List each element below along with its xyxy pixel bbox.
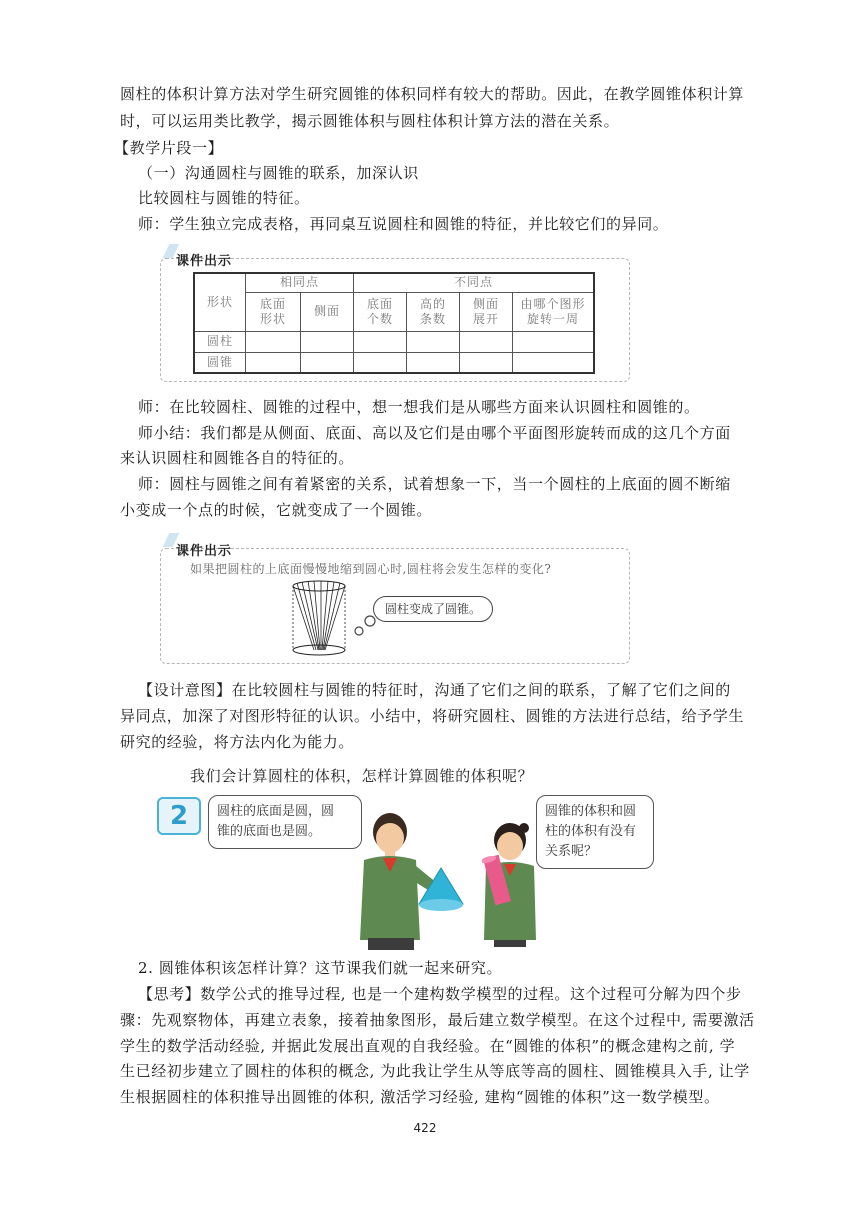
table-row-label: 圆锥	[194, 352, 246, 373]
table-cell	[460, 352, 513, 373]
paragraph-line: 生根据圆柱的体积推导出圆锥的体积, 激活学习经验, 建构“圆锥的体积”这一数学模型。	[120, 1088, 720, 1106]
paragraph-line: 时，可以运用类比教学，揭示圆锥体积与圆柱体积计算方法的潜在关系。	[120, 112, 620, 130]
paragraph-line: 【设计意图】在比较圆柱与圆锥的特征时，沟通了它们之间的联系，了解了它们之间的	[138, 681, 731, 699]
step-number-badge: 2	[157, 797, 201, 835]
speech-bubble-boy: 圆柱的底面是圆，圆 锥的底面也是圆。	[208, 795, 362, 849]
paragraph-line: 生已经初步建立了圆柱的体积的概念, 为此我让学生从等底等高的圆柱、圆锥模具入手, 让学	[120, 1062, 750, 1080]
table-col-header: 侧面	[301, 292, 354, 331]
table-cell	[513, 352, 595, 373]
courseware-label: 课件出示	[176, 254, 233, 269]
thought-cloud: 圆柱变成了圆锥。	[373, 596, 493, 622]
paragraph-line: 师：在比较圆柱、圆锥的过程中，想一想我们是从哪些方面来认识圆柱和圆锥的。	[138, 398, 700, 416]
table-header-diff: 不同点	[354, 273, 595, 292]
table-cell	[246, 331, 301, 352]
comparison-table	[193, 272, 595, 374]
paragraph-line: 【思考】数学公式的推导过程, 也是一个建构数学模型的过程。这个过程可分解为四个步	[138, 985, 742, 1003]
table-cell	[354, 331, 407, 352]
table-col-header: 由哪个图形 旋转一周	[513, 292, 595, 331]
table-cell	[354, 352, 407, 373]
table-cell	[407, 331, 460, 352]
page-number: 422	[413, 1121, 437, 1135]
paragraph-line: 学生的数学活动经验, 并据此发展出直观的自我经验。在“圆锥的体积”的概念建构之前, 学	[120, 1037, 736, 1055]
segment-title: 【教学片段一】	[114, 139, 224, 157]
paragraph-line: 师小结：我们都是从侧面、底面、高以及它们是由哪个平面图形旋转而成的这几个方面	[138, 424, 731, 442]
table-col-header: 侧面 展开	[460, 292, 513, 331]
table-header-same: 相同点	[246, 273, 354, 292]
paragraph-line: 师：圆柱与圆锥之间有着紧密的关系，试着想象一下，当一个圆柱的上底面的圆不断缩	[138, 475, 731, 493]
cylinder-model-icon	[482, 850, 512, 910]
cylinder-cone-figure	[288, 578, 350, 660]
table-cell	[513, 331, 595, 352]
table-cell	[246, 352, 301, 373]
table-col-header: 底面 个数	[354, 292, 407, 331]
table-cell	[301, 352, 354, 373]
paragraph-line: 来认识圆柱和圆锥各自的特征的。	[120, 449, 355, 467]
table-header-shape: 形状	[194, 273, 246, 331]
paragraph-line: 师：学生独立完成表格，再同桌互说圆柱和圆锥的特征，并比较它们的异同。	[138, 215, 669, 233]
paragraph-line: 圆柱的体积计算方法对学生研究圆锥的体积同样有较大的帮助。因此，在教学圆锥体积计算	[120, 85, 745, 103]
paragraph-line: 异同点，加深了对图形特征的认识。小结中，将研究圆柱、圆锥的方法进行总结，给予学生	[120, 707, 745, 725]
courseware-label: 课件出示	[176, 544, 233, 559]
paragraph-line: 研究的经验，将方法内化为能力。	[120, 733, 355, 751]
paragraph-line: 2. 圆锥体积该怎样计算？这节课我们就一起来研究。	[138, 959, 503, 977]
courseware-prompt: 如果把圆柱的上底面慢慢地缩到圆心时,圆柱将会发生怎样的变化?	[190, 562, 552, 576]
illustration-heading: 我们会计算圆柱的体积，怎样计算圆锥的体积呢？	[190, 767, 534, 785]
table-col-header: 高的 条数	[407, 292, 460, 331]
speech-bubble-girl: 圆锥的体积和圆 柱的体积有没有 关系呢？	[536, 795, 654, 869]
table-col-header: 底面 形状	[246, 292, 301, 331]
section-subtitle: （一）沟通圆柱与圆锥的联系，加深认识	[138, 164, 419, 182]
table-cell	[460, 331, 513, 352]
cone-model-icon	[415, 866, 467, 914]
table-row-label: 圆柱	[194, 331, 246, 352]
table-cell	[301, 331, 354, 352]
paragraph-line: 比较圆柱与圆锥的特征。	[138, 189, 310, 207]
paragraph-line: 小变成一个点的时候，它就变成了一个圆锥。	[120, 501, 433, 519]
table-cell	[407, 352, 460, 373]
paragraph-line: 骤：先观察物体，再建立表象，接着抽象图形，最后建立数学模型。在这个过程中, 需要激活	[120, 1011, 755, 1029]
